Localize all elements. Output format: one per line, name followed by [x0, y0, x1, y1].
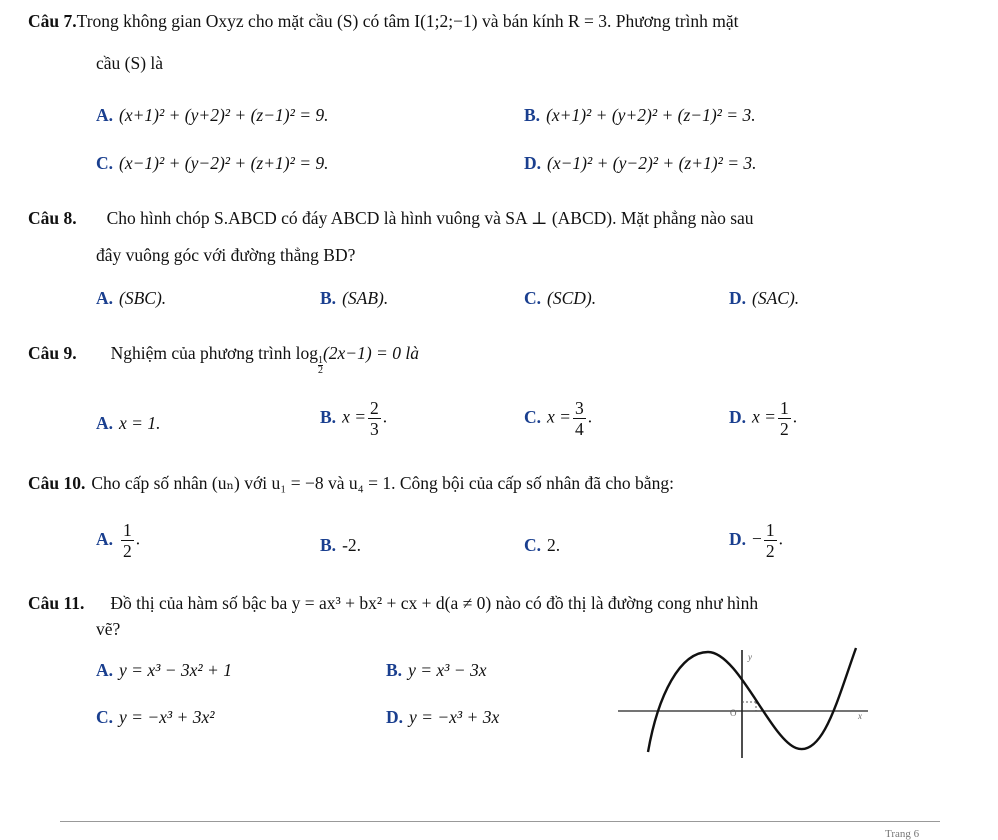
- q11-option-b[interactable]: B. y = x³ − 3x: [386, 660, 487, 680]
- q10-option-b[interactable]: B. -2.: [320, 535, 362, 555]
- q11-option-d[interactable]: D. y = −x³ + 3x: [386, 707, 500, 727]
- q9-log-base: $\frac{1}{2}$: [317, 355, 323, 376]
- q11-text-line1: Đồ thị của hàm số bậc ba y = ax³ + bx² + cx + d(a ≠ 0) nào có đồ thị là đường cong như hình: [110, 593, 759, 613]
- q8-title: Câu 8.: [28, 208, 77, 228]
- q7-title: Câu 7.: [28, 11, 77, 31]
- q7-option-a[interactable]: A. (x+1)² + (y+2)² + (z−1)² = 9.: [96, 105, 329, 125]
- q10-stem: [28, 472, 674, 494]
- q10-title: Câu 10.: [28, 473, 86, 493]
- cubic-curve: [648, 648, 856, 752]
- q9-option-d[interactable]: D. x = $\frac{1}{2}$ .: [729, 398, 798, 439]
- q9-option-b[interactable]: B. x = $\frac{2}{3}$ .: [320, 398, 388, 439]
- q8-stem: [28, 207, 754, 229]
- q8-text-line1: Cho hình chóp S.ABCD có đáy ABCD là hình vuông và SA ⊥ (ABCD). Mặt phẳng nào sau: [106, 208, 754, 228]
- q7-option-c[interactable]: C. (x−1)² + (y−2)² + (z+1)² = 9.: [96, 153, 329, 173]
- q11-option-a[interactable]: A. y = x³ − 3x² + 1: [96, 660, 232, 680]
- origin-label: O: [730, 708, 737, 718]
- q9-stem: [28, 342, 419, 375]
- q10-option-d[interactable]: D. − $\frac{1}{2}$ .: [729, 520, 784, 561]
- q7-option-b[interactable]: B. (x+1)² + (y+2)² + (z−1)² = 3.: [524, 105, 756, 125]
- q10-text: Cho cấp số nhân (uₙ) với u₁ = −8 và u₄ = 1. Công bội của cấp số nhân đã cho bằng:: [91, 473, 674, 493]
- q9-option-c[interactable]: C. x = $\frac{3}{4}$ .: [524, 398, 593, 439]
- q9-text-before: Nghiệm của phương trình log: [110, 343, 318, 363]
- q10-option-c[interactable]: C. 2.: [524, 535, 561, 555]
- q9-option-a[interactable]: A. x = 1.: [96, 413, 161, 433]
- q11-title: Câu 11.: [28, 593, 85, 613]
- x-axis-label: x: [858, 711, 862, 721]
- q7-option-d[interactable]: D. (x−1)² + (y−2)² + (z+1)² = 3.: [524, 153, 757, 173]
- q7-stem: [28, 10, 739, 32]
- page-number: Trang 6: [885, 828, 920, 840]
- q7-text-line2: cầu (S) là: [96, 53, 164, 73]
- q11-option-c[interactable]: C. y = −x³ + 3x²: [96, 707, 215, 727]
- y-axis-label: y: [748, 652, 752, 662]
- q11-cubic-graph: [618, 640, 878, 765]
- q9-text-after: (2x−1) = 0 là: [322, 343, 419, 363]
- q8-option-a[interactable]: A. (SBC).: [96, 288, 167, 308]
- q8-text-line2: đây vuông góc với đường thẳng BD?: [96, 245, 356, 265]
- q10-option-a[interactable]: A. $\frac{1}{2}$ .: [96, 520, 141, 561]
- footer-rule: [60, 821, 940, 822]
- q8-option-c[interactable]: C. (SCD).: [524, 288, 597, 308]
- q8-option-b[interactable]: B. (SAB).: [320, 288, 389, 308]
- q11-stem: [28, 592, 758, 614]
- q9-title: Câu 9.: [28, 343, 77, 363]
- q8-option-d[interactable]: D. (SAC).: [729, 288, 800, 308]
- q11-text-line2: vẽ?: [96, 619, 121, 639]
- q7-text-line1: Trong không gian Oxyz cho mặt cầu (S) có tâm I(1;2;−1) và bán kính R = 3. Phương trình mặt: [76, 11, 739, 31]
